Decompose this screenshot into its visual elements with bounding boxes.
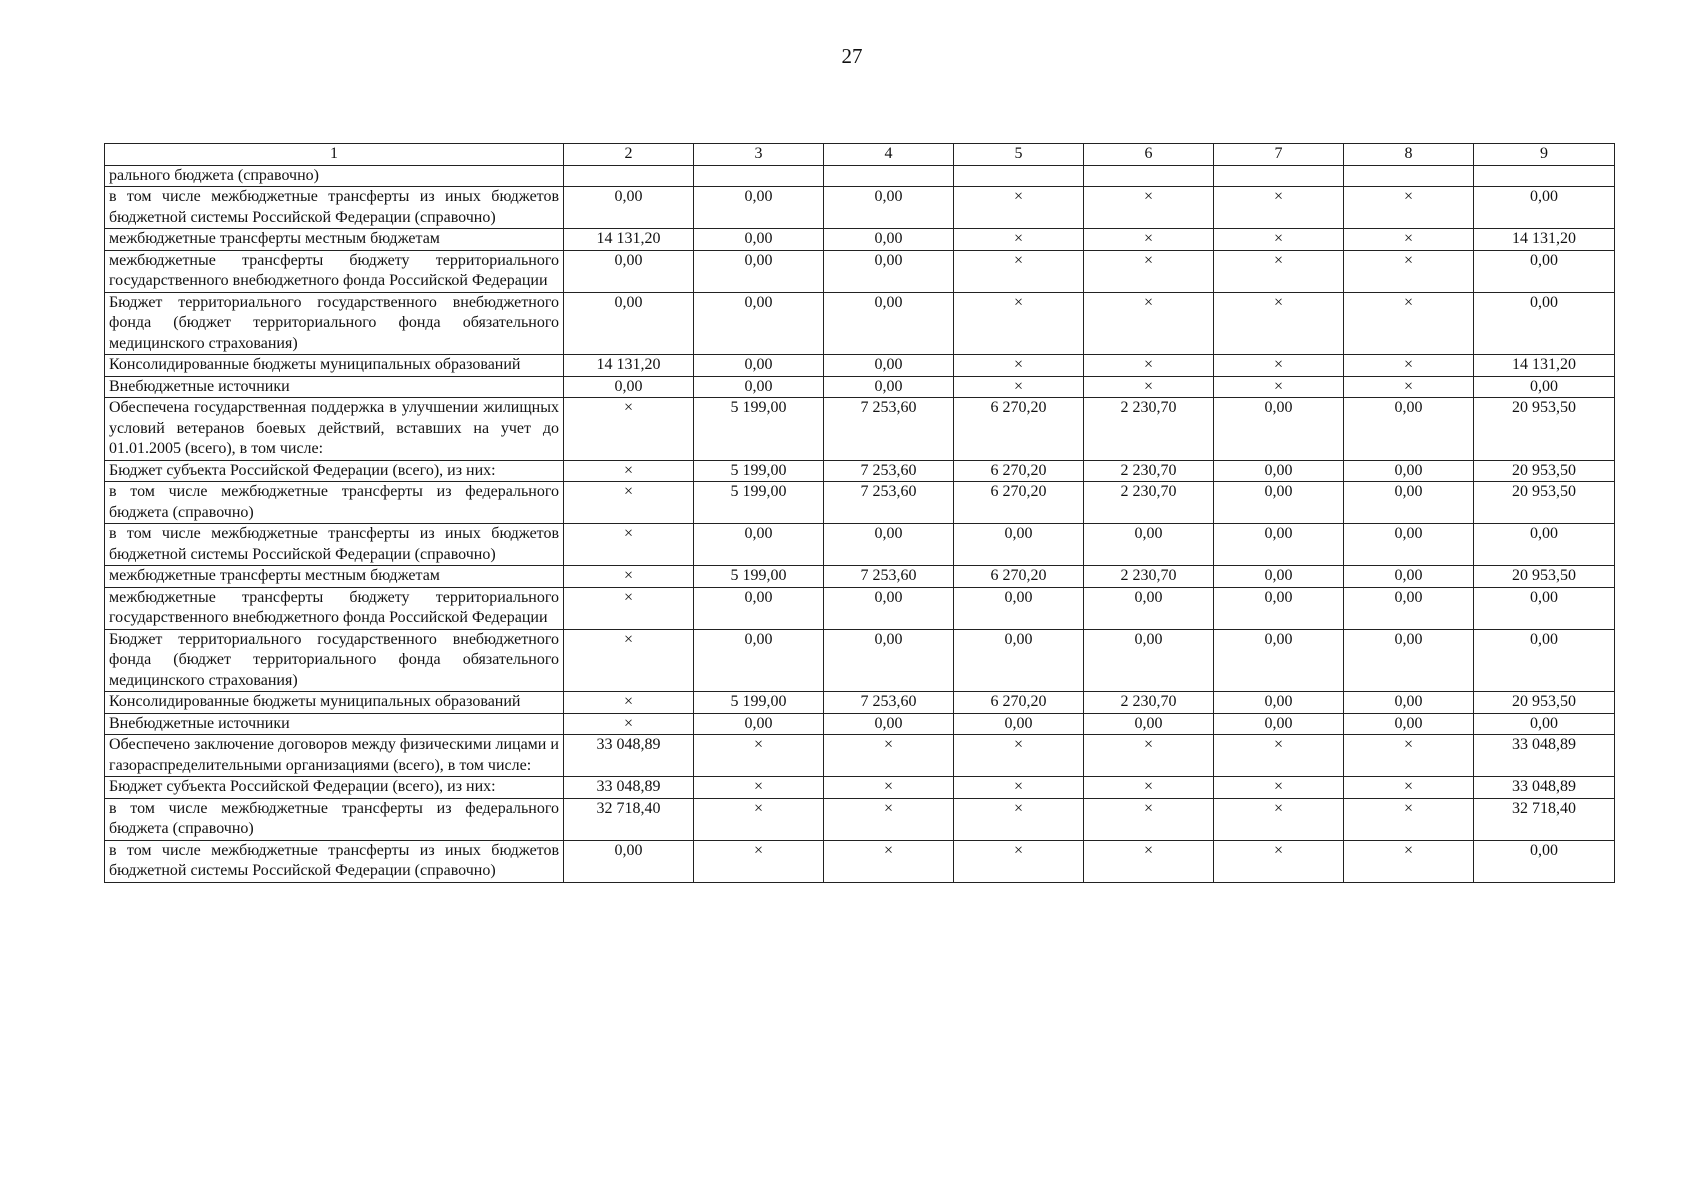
- value-cell: ×: [694, 798, 824, 840]
- value-cell: [1474, 165, 1615, 187]
- value-cell: 0,00: [1214, 398, 1344, 461]
- row-description: в том числе межбюджетные трансферты из федерального бюджета (справочно): [105, 482, 564, 524]
- value-cell: 0,00: [1084, 524, 1214, 566]
- value-cell: 14 131,20: [1474, 229, 1615, 251]
- value-cell: 2 230,70: [1084, 482, 1214, 524]
- value-cell: 0,00: [1344, 692, 1474, 714]
- row-description: Обеспечена государственная поддержка в улучшении жилищных условий ветеранов боевых действий, вставших на учет до 01.01.2005 (всего), в том числе:: [105, 398, 564, 461]
- value-cell: 0,00: [694, 524, 824, 566]
- value-cell: ×: [824, 840, 954, 882]
- value-cell: ×: [1214, 798, 1344, 840]
- value-cell: ×: [1084, 229, 1214, 251]
- value-cell: 14 131,20: [564, 229, 694, 251]
- value-cell: ×: [1084, 735, 1214, 777]
- value-cell: 7 253,60: [824, 398, 954, 461]
- value-cell: ×: [1344, 735, 1474, 777]
- value-cell: 0,00: [1474, 250, 1615, 292]
- value-cell: 0,00: [1214, 482, 1344, 524]
- value-cell: 0,00: [564, 840, 694, 882]
- value-cell: 0,00: [1214, 692, 1344, 714]
- table-row: [105, 460, 1615, 482]
- value-cell: 7 253,60: [824, 692, 954, 714]
- value-cell: 0,00: [1084, 713, 1214, 735]
- value-cell: 20 953,50: [1474, 566, 1615, 588]
- value-cell: 6 270,20: [954, 692, 1084, 714]
- value-cell: ×: [954, 376, 1084, 398]
- value-cell: ×: [1344, 187, 1474, 229]
- value-cell: ×: [1214, 250, 1344, 292]
- value-cell: 0,00: [564, 187, 694, 229]
- value-cell: ×: [1344, 250, 1474, 292]
- value-cell: 0,00: [1474, 840, 1615, 882]
- value-cell: 5 199,00: [694, 482, 824, 524]
- value-cell: 5 199,00: [694, 566, 824, 588]
- row-description: межбюджетные трансферты бюджету территориального государственного внебюджетного фонда Российской Федерации: [105, 587, 564, 629]
- row-description: Консолидированные бюджеты муниципальных образований: [105, 692, 564, 714]
- value-cell: ×: [824, 735, 954, 777]
- value-cell: 0,00: [824, 229, 954, 251]
- value-cell: 0,00: [1344, 629, 1474, 692]
- table-row: [105, 692, 1615, 714]
- table-row: [105, 250, 1615, 292]
- value-cell: 33 048,89: [564, 735, 694, 777]
- value-cell: ×: [1214, 777, 1344, 799]
- value-cell: ×: [564, 566, 694, 588]
- page-number: 27: [841, 44, 863, 68]
- value-cell: 0,00: [1344, 587, 1474, 629]
- value-cell: 0,00: [694, 629, 824, 692]
- table-row: [105, 798, 1615, 840]
- table-row: [105, 355, 1615, 377]
- row-description: Консолидированные бюджеты муниципальных образований: [105, 355, 564, 377]
- value-cell: ×: [564, 713, 694, 735]
- value-cell: ×: [1084, 777, 1214, 799]
- value-cell: [694, 165, 824, 187]
- value-cell: 0,00: [1084, 629, 1214, 692]
- row-description: рального бюджета (справочно): [105, 165, 564, 187]
- table-row: [105, 735, 1615, 777]
- value-cell: 33 048,89: [564, 777, 694, 799]
- table-row: [105, 629, 1615, 692]
- table-row: [105, 524, 1615, 566]
- value-cell: ×: [1084, 292, 1214, 355]
- column-header-1: 1: [105, 144, 564, 166]
- value-cell: 0,00: [1474, 376, 1615, 398]
- value-cell: 0,00: [694, 587, 824, 629]
- table-row: [105, 165, 1615, 187]
- value-cell: ×: [1344, 376, 1474, 398]
- column-header-9: 9: [1474, 144, 1615, 166]
- table-row: [105, 587, 1615, 629]
- value-cell: 0,00: [1474, 187, 1615, 229]
- value-cell: ×: [1214, 840, 1344, 882]
- row-description: межбюджетные трансферты бюджету территориального государственного внебюджетного фонда Российской Федерации: [105, 250, 564, 292]
- value-cell: ×: [694, 735, 824, 777]
- value-cell: 5 199,00: [694, 460, 824, 482]
- value-cell: ×: [954, 840, 1084, 882]
- column-header-8: 8: [1344, 144, 1474, 166]
- value-cell: 0,00: [1474, 629, 1615, 692]
- table-row: [105, 398, 1615, 461]
- value-cell: 6 270,20: [954, 482, 1084, 524]
- value-cell: 0,00: [954, 629, 1084, 692]
- value-cell: 7 253,60: [824, 482, 954, 524]
- row-description: в том числе межбюджетные трансферты из федерального бюджета (справочно): [105, 798, 564, 840]
- value-cell: ×: [824, 777, 954, 799]
- row-description: межбюджетные трансферты местным бюджетам: [105, 229, 564, 251]
- value-cell: ×: [1214, 735, 1344, 777]
- value-cell: ×: [1214, 229, 1344, 251]
- value-cell: 0,00: [694, 229, 824, 251]
- row-description: в том числе межбюджетные трансферты из иных бюджетов бюджетной системы Российской Федерации (справочно): [105, 187, 564, 229]
- value-cell: 0,00: [1344, 482, 1474, 524]
- value-cell: 7 253,60: [824, 460, 954, 482]
- value-cell: 32 718,40: [1474, 798, 1615, 840]
- value-cell: 0,00: [1344, 566, 1474, 588]
- value-cell: 0,00: [564, 376, 694, 398]
- row-description: Бюджет субъекта Российской Федерации (всего), из них:: [105, 777, 564, 799]
- value-cell: 0,00: [1214, 524, 1344, 566]
- value-cell: 5 199,00: [694, 692, 824, 714]
- column-header-2: 2: [564, 144, 694, 166]
- value-cell: [564, 165, 694, 187]
- table-row: [105, 187, 1615, 229]
- value-cell: ×: [954, 250, 1084, 292]
- value-cell: [1084, 165, 1214, 187]
- column-header-4: 4: [824, 144, 954, 166]
- value-cell: 0,00: [564, 250, 694, 292]
- value-cell: 0,00: [694, 250, 824, 292]
- value-cell: 0,00: [1474, 524, 1615, 566]
- value-cell: 32 718,40: [564, 798, 694, 840]
- row-description: Бюджет территориального государственного внебюджетного фонда (бюджет территориального фонда обязательного медицинского страхования): [105, 629, 564, 692]
- value-cell: 0,00: [824, 376, 954, 398]
- value-cell: 6 270,20: [954, 398, 1084, 461]
- value-cell: 0,00: [954, 587, 1084, 629]
- value-cell: 20 953,50: [1474, 398, 1615, 461]
- value-cell: ×: [564, 692, 694, 714]
- value-cell: ×: [564, 398, 694, 461]
- table-row: [105, 376, 1615, 398]
- row-description: Внебюджетные источники: [105, 713, 564, 735]
- value-cell: ×: [954, 355, 1084, 377]
- value-cell: ×: [954, 229, 1084, 251]
- value-cell: 20 953,50: [1474, 482, 1615, 524]
- value-cell: ×: [1344, 798, 1474, 840]
- value-cell: ×: [1084, 798, 1214, 840]
- value-cell: 0,00: [1474, 587, 1615, 629]
- value-cell: ×: [954, 777, 1084, 799]
- value-cell: ×: [1084, 840, 1214, 882]
- row-description: межбюджетные трансферты местным бюджетам: [105, 566, 564, 588]
- table-body: [105, 165, 1615, 882]
- value-cell: 7 253,60: [824, 566, 954, 588]
- value-cell: 0,00: [954, 524, 1084, 566]
- column-header-3: 3: [694, 144, 824, 166]
- value-cell: ×: [1344, 355, 1474, 377]
- table-row: [105, 713, 1615, 735]
- value-cell: ×: [1084, 187, 1214, 229]
- value-cell: ×: [694, 777, 824, 799]
- budget-table: [104, 143, 1615, 883]
- value-cell: ×: [1084, 376, 1214, 398]
- value-cell: 0,00: [824, 250, 954, 292]
- table-row: [105, 482, 1615, 524]
- table-row: [105, 292, 1615, 355]
- value-cell: 0,00: [824, 587, 954, 629]
- value-cell: 0,00: [824, 292, 954, 355]
- value-cell: 14 131,20: [1474, 355, 1615, 377]
- row-description: Обеспечено заключение договоров между физическими лицами и газораспределительными организациями (всего), в том числе:: [105, 735, 564, 777]
- row-description: в том числе межбюджетные трансферты из иных бюджетов бюджетной системы Российской Федерации (справочно): [105, 840, 564, 882]
- value-cell: 2 230,70: [1084, 692, 1214, 714]
- value-cell: 0,00: [1214, 713, 1344, 735]
- value-cell: 0,00: [1344, 460, 1474, 482]
- column-header-7: 7: [1214, 144, 1344, 166]
- value-cell: ×: [1214, 187, 1344, 229]
- value-cell: 0,00: [694, 713, 824, 735]
- value-cell: 20 953,50: [1474, 460, 1615, 482]
- value-cell: 20 953,50: [1474, 692, 1615, 714]
- value-cell: 14 131,20: [564, 355, 694, 377]
- value-cell: 2 230,70: [1084, 566, 1214, 588]
- value-cell: ×: [1214, 355, 1344, 377]
- value-cell: 0,00: [1344, 713, 1474, 735]
- value-cell: 0,00: [1214, 566, 1344, 588]
- value-cell: 6 270,20: [954, 460, 1084, 482]
- column-header-5: 5: [954, 144, 1084, 166]
- value-cell: ×: [564, 587, 694, 629]
- value-cell: ×: [1214, 292, 1344, 355]
- value-cell: ×: [954, 735, 1084, 777]
- value-cell: ×: [1344, 840, 1474, 882]
- table-header: [105, 144, 1615, 166]
- value-cell: [1214, 165, 1344, 187]
- row-description: Бюджет территориального государственного внебюджетного фонда (бюджет территориального фонда обязательного медицинского страхования): [105, 292, 564, 355]
- table-row: [105, 566, 1615, 588]
- value-cell: 0,00: [694, 187, 824, 229]
- table-row: [105, 229, 1615, 251]
- value-cell: ×: [564, 482, 694, 524]
- value-cell: 0,00: [1474, 292, 1615, 355]
- value-cell: ×: [564, 629, 694, 692]
- value-cell: 2 230,70: [1084, 398, 1214, 461]
- value-cell: 0,00: [1084, 587, 1214, 629]
- value-cell: 0,00: [694, 292, 824, 355]
- value-cell: ×: [824, 798, 954, 840]
- value-cell: 0,00: [1214, 587, 1344, 629]
- table-row: [105, 840, 1615, 882]
- value-cell: 0,00: [1214, 460, 1344, 482]
- value-cell: 6 270,20: [954, 566, 1084, 588]
- value-cell: 0,00: [1474, 713, 1615, 735]
- value-cell: ×: [1084, 355, 1214, 377]
- value-cell: ×: [954, 292, 1084, 355]
- row-description: Бюджет субъекта Российской Федерации (всего), из них:: [105, 460, 564, 482]
- value-cell: 33 048,89: [1474, 777, 1615, 799]
- table-row: [105, 777, 1615, 799]
- value-cell: 0,00: [824, 355, 954, 377]
- value-cell: 0,00: [694, 376, 824, 398]
- value-cell: [824, 165, 954, 187]
- row-description: в том числе межбюджетные трансферты из иных бюджетов бюджетной системы Российской Федерации (справочно): [105, 524, 564, 566]
- value-cell: 0,00: [824, 187, 954, 229]
- column-header-6: 6: [1084, 144, 1214, 166]
- value-cell: 0,00: [1214, 629, 1344, 692]
- value-cell: ×: [1214, 376, 1344, 398]
- value-cell: ×: [564, 460, 694, 482]
- value-cell: 33 048,89: [1474, 735, 1615, 777]
- value-cell: ×: [954, 187, 1084, 229]
- value-cell: 0,00: [694, 355, 824, 377]
- header-row: [105, 144, 1615, 166]
- value-cell: ×: [564, 524, 694, 566]
- value-cell: ×: [1344, 777, 1474, 799]
- value-cell: 0,00: [824, 629, 954, 692]
- value-cell: 0,00: [824, 524, 954, 566]
- value-cell: ×: [1344, 292, 1474, 355]
- value-cell: [1344, 165, 1474, 187]
- value-cell: 0,00: [954, 713, 1084, 735]
- value-cell: [954, 165, 1084, 187]
- value-cell: 5 199,00: [694, 398, 824, 461]
- value-cell: 0,00: [824, 713, 954, 735]
- value-cell: ×: [694, 840, 824, 882]
- value-cell: ×: [1344, 229, 1474, 251]
- value-cell: ×: [954, 798, 1084, 840]
- value-cell: 0,00: [1344, 398, 1474, 461]
- value-cell: ×: [1084, 250, 1214, 292]
- row-description: Внебюджетные источники: [105, 376, 564, 398]
- value-cell: 0,00: [1344, 524, 1474, 566]
- value-cell: 0,00: [564, 292, 694, 355]
- value-cell: 2 230,70: [1084, 460, 1214, 482]
